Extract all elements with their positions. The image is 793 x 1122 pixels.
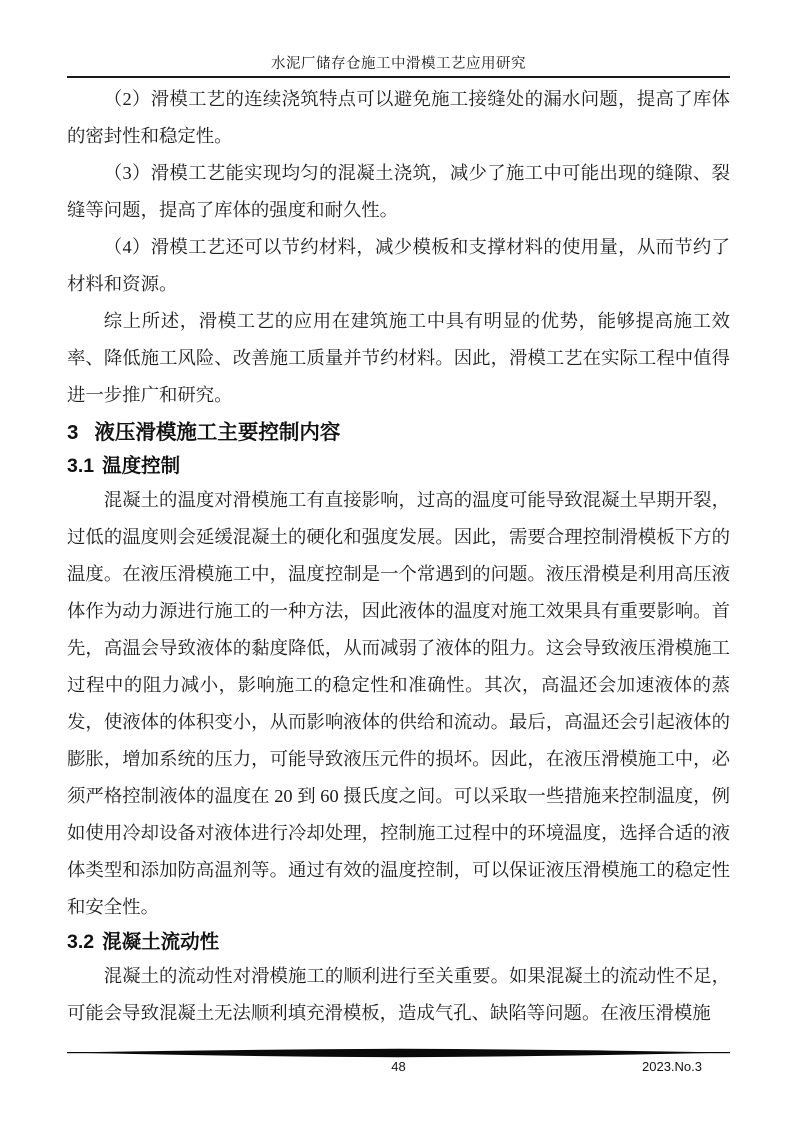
page-header	[67, 0, 730, 78]
paragraph-concrete-fluidity: 混凝土的流动性对滑模施工的顺利进行至关重要。如果混凝土的流动性不足，可能会导致混凝土无法顺利填充滑模板，造成气孔、缺陷等问题。在液压滑模施	[67, 966, 730, 1023]
section-number: 3	[67, 421, 79, 444]
paragraph-advantage-3: （3）滑模工艺能实现均匀的混凝土浇筑，减少了施工中可能出现的缝隙、裂缝等问题，提高了库体的强度和耐久性。	[67, 163, 730, 220]
issue-label: 2023.No.3	[642, 1059, 702, 1074]
page-number: 48	[391, 1059, 406, 1074]
running-title: 水泥厂储存仓施工中滑模工艺应用研究	[271, 56, 526, 72]
subsection-heading-3-1	[67, 452, 730, 480]
subsection-number: 3.2	[67, 931, 95, 953]
footer-row	[67, 1059, 730, 1077]
subsection-heading-3-2	[67, 928, 730, 956]
subsection-title: 混凝土流动性	[102, 931, 220, 953]
section-title: 液压滑模施工主要控制内容	[94, 421, 341, 444]
section-heading-3	[67, 418, 730, 448]
paragraph-temperature-control: 混凝土的温度对滑模施工有直接影响，过高的温度可能导致混凝土早期开裂，过低的温度则会延缓混凝土的硬化和强度发展。因此，需要合理控制滑模板下方的温度。在液压滑模施工中，温度控制是一个常遇到的问题。液压滑模是利用高压液体作为动力源进行施工的一种方法，因此液体的温度对施工效果具有重要影响。首先，高温会导致液体的黏度降低，从而减弱了液体的阻力。这会导致液压滑模施工过程中的阻力减小，影响施工的稳定性和准确性。其次，高温还会加速液体的蒸发，使液体的体积变小，从而影响液体的供给和流动。最后，高温还会引起液体的膨胀，增加系统的压力，可能导致液压元件的损坏。因此，在液压滑模施工中，必须严格控制液体的温度在 20 到 60 摄氏度之间。可以采取一些措施来控制温度，例如使用冷却设备对液体进行冷却处理，控制施工过程中的环境温度，选择合适的液体类型和添加防高温剂等。通过有效的温度控制，可以保证液压滑模施工的稳定性和安全性。	[67, 490, 730, 917]
page-footer	[0, 1048, 793, 1077]
paragraph-advantage-4: （4）滑模工艺还可以节约材料，减少模板和支撑材料的使用量，从而节约了材料和资源。	[67, 237, 730, 294]
subsection-number: 3.1	[67, 455, 95, 477]
paragraph-advantage-2: （2）滑模工艺的连续浇筑特点可以避免施工接缝处的漏水问题，提高了库体的密封性和稳定性。	[67, 89, 730, 146]
subsection-title: 温度控制	[102, 455, 181, 477]
paragraph-summary: 综上所述，滑模工艺的应用在建筑施工中具有明显的优势，能够提高施工效率、降低施工风险、改善施工质量并节约材料。因此，滑模工艺在实际工程中值得进一步推广和研究。	[67, 311, 730, 405]
page-body	[67, 81, 730, 1032]
footer-bar-rule	[67, 1048, 730, 1058]
